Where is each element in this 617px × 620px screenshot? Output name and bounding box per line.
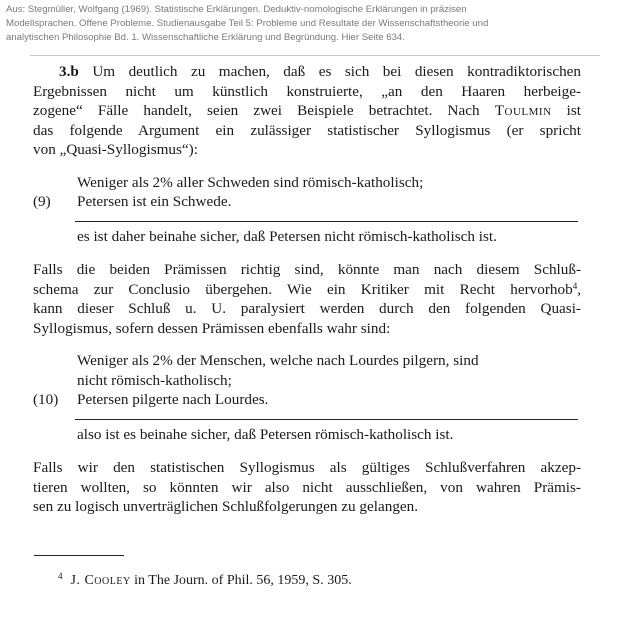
text-line: Falls die beiden Prämissen richtig sind, könnte man nach diesem Schluß- — [33, 261, 581, 278]
premise: (10) Petersen pilgerte nach Lourdes. — [33, 391, 269, 408]
text-line: 3.b Um deutlich zu machen, daß es sich bei diesen kontradiktorischen — [59, 63, 581, 80]
source-line: Aus: Stegmüller, Wolfgang (1969). Statistische Erklärungen. Deduktiv-nomologische Erklärungen in präzisen — [6, 4, 467, 15]
text-line: sen zu logisch unverträglichen Schlußfolgerungen zu gelangen. — [33, 498, 419, 515]
page-body — [33, 62, 581, 517]
text-line: schema zur Conclusio übergehen. Wie ein Kritiker mit Recht hervorhob$^4$, — [33, 280, 581, 298]
premise: Weniger als 2% aller Schweden sind römisch-katholisch; — [77, 173, 424, 191]
source-citation — [6, 3, 611, 45]
text-line: kann dieser Schluß u. U. paralysiert werden durch den folgenden Quasi- — [33, 300, 581, 317]
footnote — [58, 567, 352, 590]
text-line: tieren wollten, so könnten wir also nicht ausschließen, von wahren Prämis- — [33, 478, 581, 496]
footnote-mark: 4 — [58, 571, 63, 581]
formula-number: (9) — [33, 193, 51, 210]
text-line: von „Quasi-Syllogismus“): — [33, 141, 198, 158]
premise: nicht römisch-katholisch; — [77, 371, 232, 389]
conclusion: also ist es beinahe sicher, daß Petersen römisch-katholisch ist. — [77, 425, 454, 443]
syllogism-10 — [33, 351, 581, 444]
author-name: Toulmin — [494, 102, 552, 119]
text-line: Syllogismus, sofern dessen Prämissen ebenfalls wahr sind: — [33, 319, 391, 337]
intro-paragraph — [33, 62, 581, 160]
formula-number: (10) — [33, 391, 59, 408]
source-line: analytischen Philosophie Bd. 1. Wissenschaftliche Erklärung und Begründung. Hier Seite 634. — [6, 32, 405, 43]
premise: Weniger als 2% der Menschen, welche nach Lourdes pilgern, sind — [77, 352, 479, 369]
inference-line — [75, 419, 578, 420]
inference-line — [75, 221, 578, 222]
syllogism-9 — [33, 173, 581, 247]
text-line: zogene“ Fälle handelt, seien zwei Beispiele betrachtet. Nach Toulmin ist — [33, 102, 582, 119]
paragraph-3 — [33, 458, 581, 517]
footnote-ref: 4 — [572, 280, 578, 291]
section-number: 3.b — [59, 63, 79, 80]
header-divider — [30, 55, 600, 56]
text-line: Falls wir den statistischen Syllogismus als gültiges Schlußverfahren akzep- — [33, 459, 581, 476]
paragraph-2 — [33, 260, 581, 338]
footnote-text: in The Journ. of Phil. 56, 1959, S. 305. — [134, 573, 352, 588]
premise: (9) Petersen ist ein Schwede. — [33, 193, 232, 210]
source-line: Modellsprachen. Offene Probleme. Studienausgabe Teil 5: Probleme und Resultate der Wissenschaftstheorie und — [6, 18, 489, 29]
text-line: das folgende Argument ein zulässiger statistischer Syllogismus (er spricht — [33, 121, 581, 139]
footnote-divider — [34, 555, 124, 556]
footnote-author: J. Cooley — [70, 573, 131, 588]
conclusion: es ist daher beinahe sicher, daß Petersen nicht römisch-katholisch ist. — [77, 227, 497, 245]
text-line: Ergebnissen nicht um künstlich konstruierte, „an den Haaren herbeige- — [33, 82, 581, 100]
